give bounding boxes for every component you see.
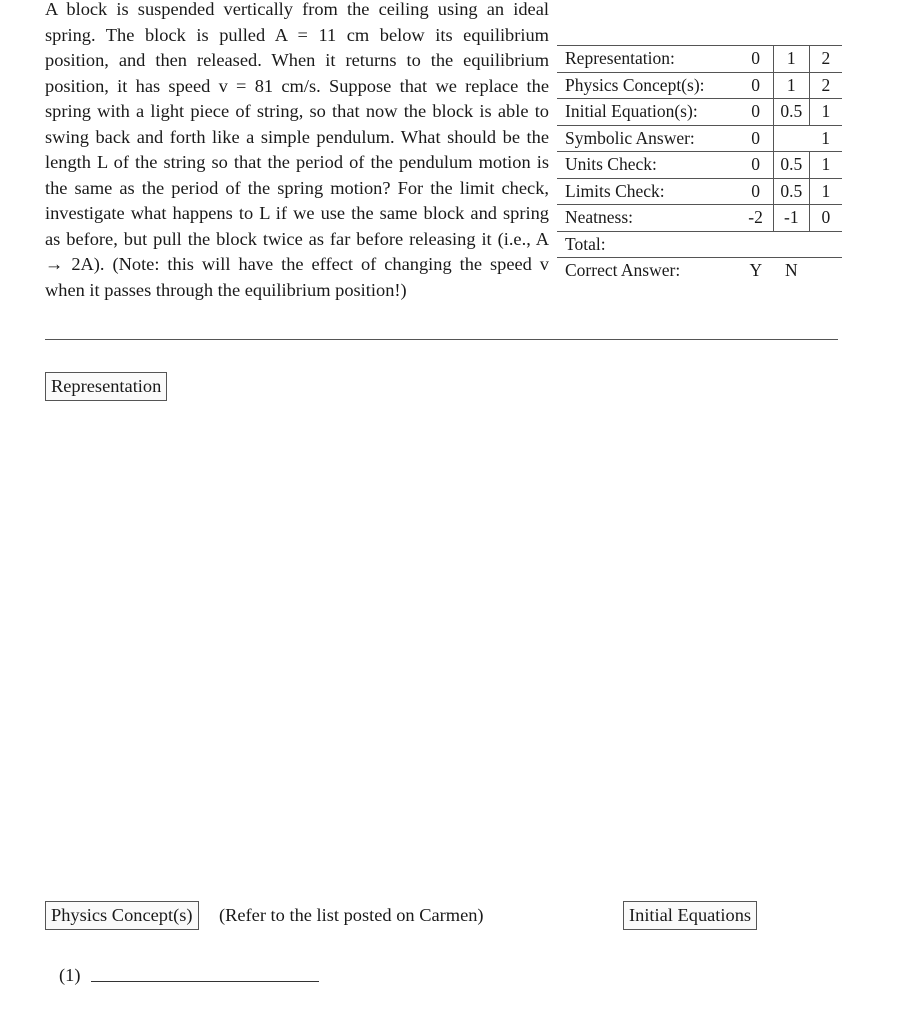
rubric-score-0: 0	[751, 48, 760, 69]
rubric-row	[557, 99, 842, 126]
rubric-score-1: 1	[773, 72, 809, 99]
rubric-score-2: 2	[809, 46, 842, 73]
rubric-label: Neatness:	[565, 207, 634, 228]
rubric-label: Initial Equation(s):	[565, 101, 698, 122]
grading-rubric	[557, 45, 842, 284]
rubric-score-0: -2	[748, 207, 763, 228]
concept-item-number: (1)	[59, 965, 81, 985]
rubric-score-0: Y	[749, 260, 763, 281]
rubric-score-2: 0	[809, 205, 842, 232]
rubric-score-0: 0	[751, 154, 760, 175]
problem-text: A block is suspended vertically from the ceiling using an ideal spring. The block is pulled A = 11 cm below its equilibrium position, and then released. When it returns to the equilibrium position, it has speed v = 81 cm/s. Suppose that we replace the spring with a light piece of string, so that now the block is able to swing back and forth like a simple pendulum. What should be the length L of the string so that the period of the pendulum motion is the same as the period of the spring motion? For the limit check, investigate what happens to L if we use the same block and spring as before, but pull the block twice as far before releasing it (i.e., A → 2A). (Note: this will have the effect of changing the speed v when it passes through the equilibrium position!)	[45, 0, 549, 300]
problem-statement	[45, 0, 549, 303]
rubric-row	[557, 46, 842, 73]
rubric-score-2: 2	[809, 72, 842, 99]
rubric-row	[557, 178, 842, 205]
initial-equations-heading: Initial Equations	[623, 901, 757, 930]
rubric-label: Units Check:	[565, 154, 657, 175]
rubric-label: Symbolic Answer:	[565, 127, 695, 148]
rubric-score-0: 0	[751, 74, 760, 95]
rubric-row	[557, 205, 842, 232]
rubric-row	[557, 258, 842, 284]
rubric-score-2: 1	[809, 178, 842, 205]
representation-heading: Representation	[45, 372, 167, 401]
physics-concepts-note: (Refer to the list posted on Carmen)	[219, 905, 484, 925]
rubric-label: Total:	[565, 233, 606, 254]
rubric-score-0: 0	[751, 180, 760, 201]
rubric-score-2	[809, 258, 842, 284]
rubric-score-1: 0.5	[773, 152, 809, 179]
rubric-score-1: 1	[773, 46, 809, 73]
physics-concepts-heading: Physics Concept(s)	[45, 901, 199, 930]
rubric-score-2	[809, 231, 842, 258]
rubric-label: Representation:	[565, 48, 675, 69]
rubric-label: Physics Concept(s):	[565, 74, 705, 95]
rubric-row	[557, 125, 842, 152]
section-divider	[45, 339, 838, 340]
rubric-score-0: 0	[751, 101, 760, 122]
rubric-score-1: 0.5	[773, 99, 809, 126]
rubric-score-0	[738, 231, 773, 258]
rubric-score-1: N	[784, 260, 798, 281]
concept-answer-line[interactable]	[91, 981, 319, 982]
rubric-score-1: -1	[773, 205, 809, 232]
rubric-table	[557, 45, 842, 284]
rubric-score-0: 0	[751, 127, 760, 148]
rubric-row	[557, 231, 842, 258]
rubric-score-1: 0.5	[773, 178, 809, 205]
rubric-score-2: 1	[809, 152, 842, 179]
rubric-score-2: 1	[821, 127, 831, 148]
rubric-score-2: 1	[809, 99, 842, 126]
rubric-label: Limits Check:	[565, 180, 665, 201]
rubric-score-1	[773, 125, 809, 152]
rubric-score-1	[773, 231, 809, 258]
rubric-row	[557, 72, 842, 99]
rubric-label: Correct Answer:	[565, 260, 681, 281]
rubric-row	[557, 152, 842, 179]
